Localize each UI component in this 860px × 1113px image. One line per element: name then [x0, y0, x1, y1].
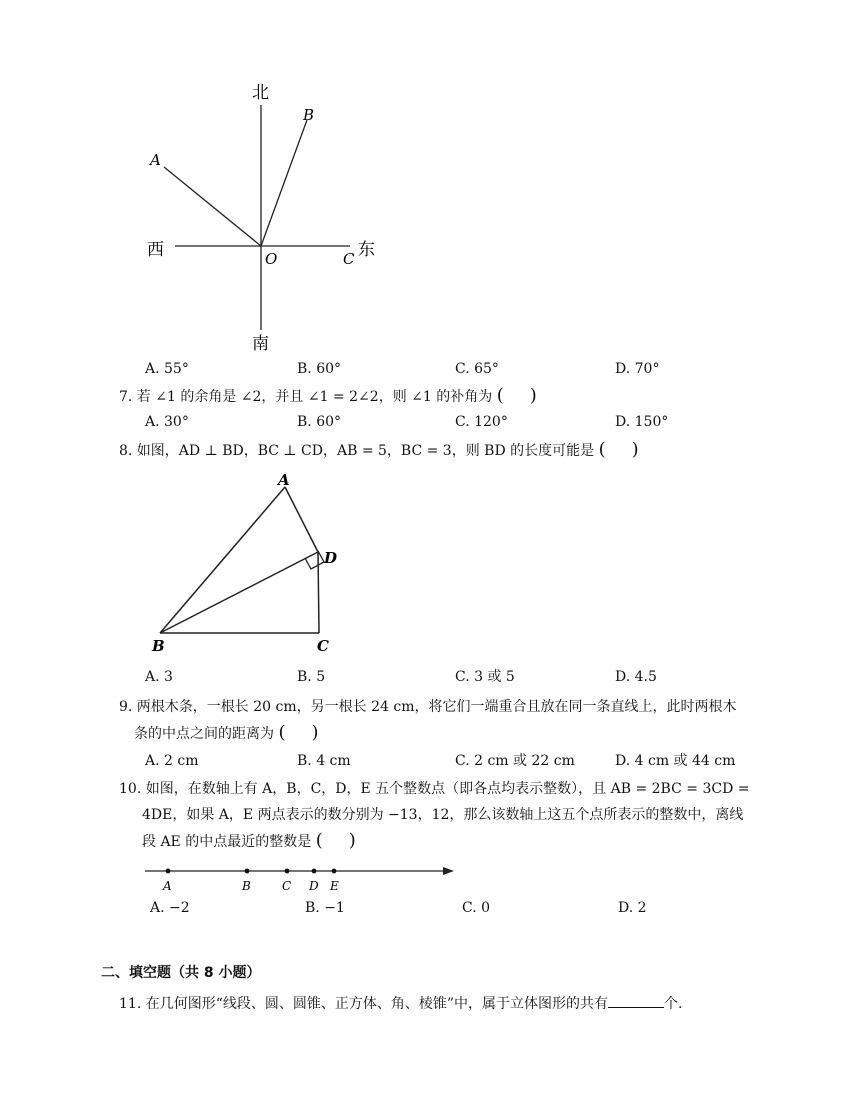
q8-option-b[interactable]: B. 5: [297, 669, 326, 685]
point-C: [285, 869, 290, 874]
q10-option-a[interactable]: A. −2: [150, 900, 190, 916]
ray-OB: [261, 120, 307, 246]
q9-option-d[interactable]: D. 4 cm 或 44 cm: [615, 753, 736, 769]
q10-option-b[interactable]: B. −1: [305, 900, 345, 916]
q9-option-b[interactable]: B. 4 cm: [297, 753, 351, 769]
q8-option-c[interactable]: C. 3 或 5: [455, 669, 515, 685]
q6-option-a[interactable]: A. 55°: [145, 361, 189, 377]
q7-option-a[interactable]: A. 30°: [145, 414, 189, 430]
ray-OA: [164, 167, 261, 246]
point-E: [332, 869, 337, 874]
point-D: [312, 869, 317, 874]
q8-open-paren: (: [598, 439, 606, 460]
q10-option-c[interactable]: C. 0: [462, 900, 491, 916]
q9-open-paren: (: [278, 722, 286, 743]
point-D-label: D: [309, 879, 319, 893]
q6-option-c[interactable]: C. 65°: [455, 361, 499, 377]
point-A-label: A: [163, 879, 172, 893]
q10-line1: 10. 如图，在数轴上有 A，B，C，D，E 五个整数点（即各点均表示整数），且 AB = 2BC = 3CD =: [119, 781, 750, 797]
q10-line2: 4DE，如果 A，E 两点表示的数分别为 −13，12，那么该数轴上这五个点所表示的整数中，离线: [142, 807, 744, 823]
q7-option-d[interactable]: D. 150°: [615, 414, 669, 430]
point-C-label: C: [343, 250, 355, 268]
q9-line2: [134, 723, 319, 744]
q8-option-d[interactable]: D. 4.5: [615, 669, 657, 685]
point-A-label: A: [150, 151, 161, 169]
q7-stem: [119, 386, 537, 407]
point-C-label: C: [282, 879, 292, 893]
q9-text-line2: 条的中点之间的距离为: [134, 726, 274, 742]
q9-option-a[interactable]: A. 2 cm: [145, 753, 199, 769]
number-line-arrow: [443, 867, 454, 875]
point-E-label: E: [330, 879, 339, 893]
q7-option-c[interactable]: C. 120°: [455, 414, 508, 430]
q8-option-a[interactable]: A. 3: [145, 669, 173, 685]
point-B: [245, 869, 250, 874]
q9-line1: 9. 两根木条，一根长 20 cm，另一根长 24 cm，将它们一端重合且放在同一条直线上，此时两根木: [119, 699, 737, 715]
south-label: 南: [252, 334, 269, 354]
segment-AD: [285, 487, 318, 552]
q8-text: 8. 如图，AD ⊥ BD，BC ⊥ CD，AB = 5，BC = 3，则 BD 的长度可能是: [119, 443, 595, 459]
q8-close-paren: ): [631, 439, 639, 460]
compass-figure: [130, 75, 390, 360]
section-title: 二、填空题（共 8 小题）: [101, 965, 261, 981]
q7-close-paren: ): [529, 385, 537, 406]
point-O-label: O: [265, 250, 278, 268]
q10-option-d[interactable]: D. 2: [618, 900, 647, 916]
segment-AB: [160, 487, 285, 633]
vertex-B-label: B: [152, 637, 165, 655]
q10-open-paren: (: [315, 830, 323, 851]
q9-close-paren: ): [311, 722, 319, 743]
q7-option-b[interactable]: B. 60°: [297, 414, 342, 430]
point-A: [166, 869, 171, 874]
q8-stem: [119, 440, 639, 461]
point-B-label: B: [242, 879, 251, 893]
point-B-label: B: [303, 106, 315, 124]
q11-text: 11. 在几何图形“线段、圆、圆锥、正方体、角、棱锥”中，属于立体图形的共有: [119, 996, 609, 1012]
vertex-C-label: C: [317, 637, 329, 655]
vertex-A-label: A: [278, 471, 290, 489]
q10-text-line3: 段 AE 的中点最近的整数是: [142, 834, 312, 850]
west-label: 西: [147, 240, 164, 260]
q11-suffix: 个.: [664, 996, 683, 1012]
q6-option-b[interactable]: B. 60°: [297, 361, 342, 377]
q10-line3: [142, 831, 356, 852]
vertex-D-label: D: [324, 549, 338, 567]
q11-answer-blank[interactable]: [608, 993, 664, 1008]
north-label: 北: [252, 83, 269, 103]
east-label: 东: [358, 240, 375, 260]
q6-option-d[interactable]: D. 70°: [615, 361, 660, 377]
q7-text: 7. 若 ∠1 的余角是 ∠2，并且 ∠1 = 2∠2，则 ∠1 的补角为: [119, 389, 493, 405]
q8-triangle-figure: [140, 465, 350, 660]
segment-BD: [160, 552, 318, 633]
number-line-figure: [140, 860, 470, 896]
q9-option-c[interactable]: C. 2 cm 或 22 cm: [455, 753, 575, 769]
q10-close-paren: ): [348, 830, 356, 851]
q11-stem: [119, 993, 682, 1014]
q7-open-paren: (: [496, 385, 504, 406]
